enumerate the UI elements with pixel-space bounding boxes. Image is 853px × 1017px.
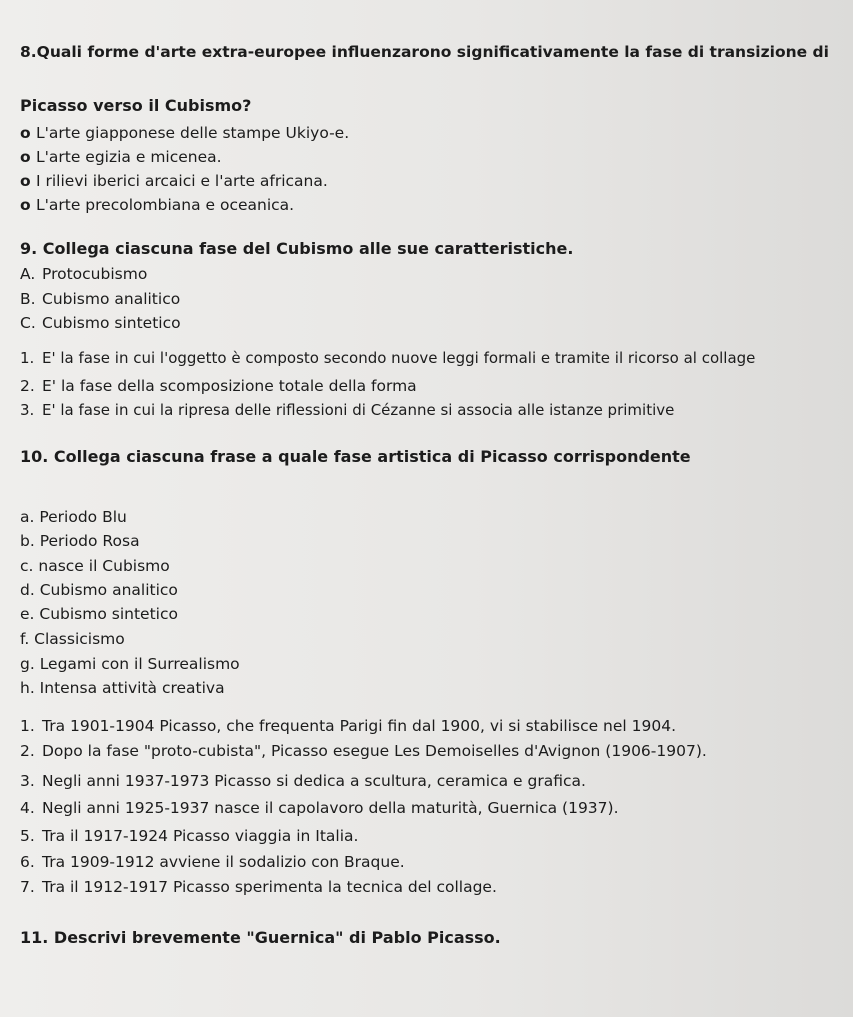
q10-phase-f: f. Classicismo xyxy=(20,630,125,648)
q8-option-1[interactable]: o L'arte giapponese delle stampe Ukiyo-e. xyxy=(20,123,349,143)
q10-sentence-4: 4. Negli anni 1925-1937 nasce il capolavoro della maturità, Guernica (1937). xyxy=(20,799,619,817)
q9-phase-a: A. Protocubismo xyxy=(20,265,148,283)
q8-title-line1: 8.Quali forme d'arte extra-europee influenzarono significativamente la fase di transizione di xyxy=(20,43,829,61)
q9-feature-1: 1. E' la fase in cui l'oggetto è composto secondo nuove leggi formali e tramite il ricorso al collage xyxy=(20,349,756,367)
q9-phase-b: B. Cubismo analitico xyxy=(20,290,181,308)
q10-sentence-3: 3. Negli anni 1937-1973 Picasso si dedica a scultura, ceramica e grafica. xyxy=(20,772,586,790)
q10-sentence-7: 7. Tra il 1912-1917 Picasso sperimenta la tecnica del collage. xyxy=(20,878,497,896)
q10-phase-e: e. Cubismo sintetico xyxy=(20,605,178,623)
q8-option-2[interactable]: o L'arte egizia e micenea. xyxy=(20,147,222,167)
q10-phase-d: d. Cubismo analitico xyxy=(20,581,178,599)
q10-phase-b: b. Periodo Rosa xyxy=(20,532,140,550)
q10-phase-a: a. Periodo Blu xyxy=(20,508,127,526)
q10-phase-h: h. Intensa attività creativa xyxy=(20,679,225,697)
q9-title: 9. Collega ciascuna fase del Cubismo alle sue caratteristiche. xyxy=(20,239,574,258)
q9-feature-2: 2. E' la fase della scomposizione totale della forma xyxy=(20,377,417,395)
q10-sentence-1: 1. Tra 1901-1904 Picasso, che frequenta Parigi fin dal 1900, vi si stabilisce nel 1904. xyxy=(20,717,677,735)
q10-sentence-6: 6. Tra 1909-1912 avviene il sodalizio con Braque. xyxy=(20,853,405,871)
q9-feature-3: 3. E' la fase in cui la ripresa delle riflessioni di Cézanne si associa alle istanze primitive xyxy=(20,401,675,419)
q10-sentence-2: 2. Dopo la fase "proto-cubista", Picasso esegue Les Demoiselles d'Avignon (1906-1907). xyxy=(20,742,707,760)
q10-title: 10. Collega ciascuna frase a quale fase artistica di Picasso corrispondente xyxy=(20,447,691,466)
q10-sentence-5: 5. Tra il 1917-1924 Picasso viaggia in Italia. xyxy=(20,827,359,845)
q11-title: 11. Descrivi brevemente "Guernica" di Pablo Picasso. xyxy=(20,928,501,947)
q9-phase-c: C. Cubismo sintetico xyxy=(20,314,181,332)
q10-phase-g: g. Legami con il Surrealismo xyxy=(20,655,240,673)
q8-title-line2: Picasso verso il Cubismo? xyxy=(20,96,252,115)
q8-option-3[interactable]: o I rilievi iberici arcaici e l'arte africana. xyxy=(20,171,328,191)
q10-phase-c: c. nasce il Cubismo xyxy=(20,557,170,575)
q8-option-4[interactable]: o L'arte precolombiana e oceanica. xyxy=(20,195,294,215)
